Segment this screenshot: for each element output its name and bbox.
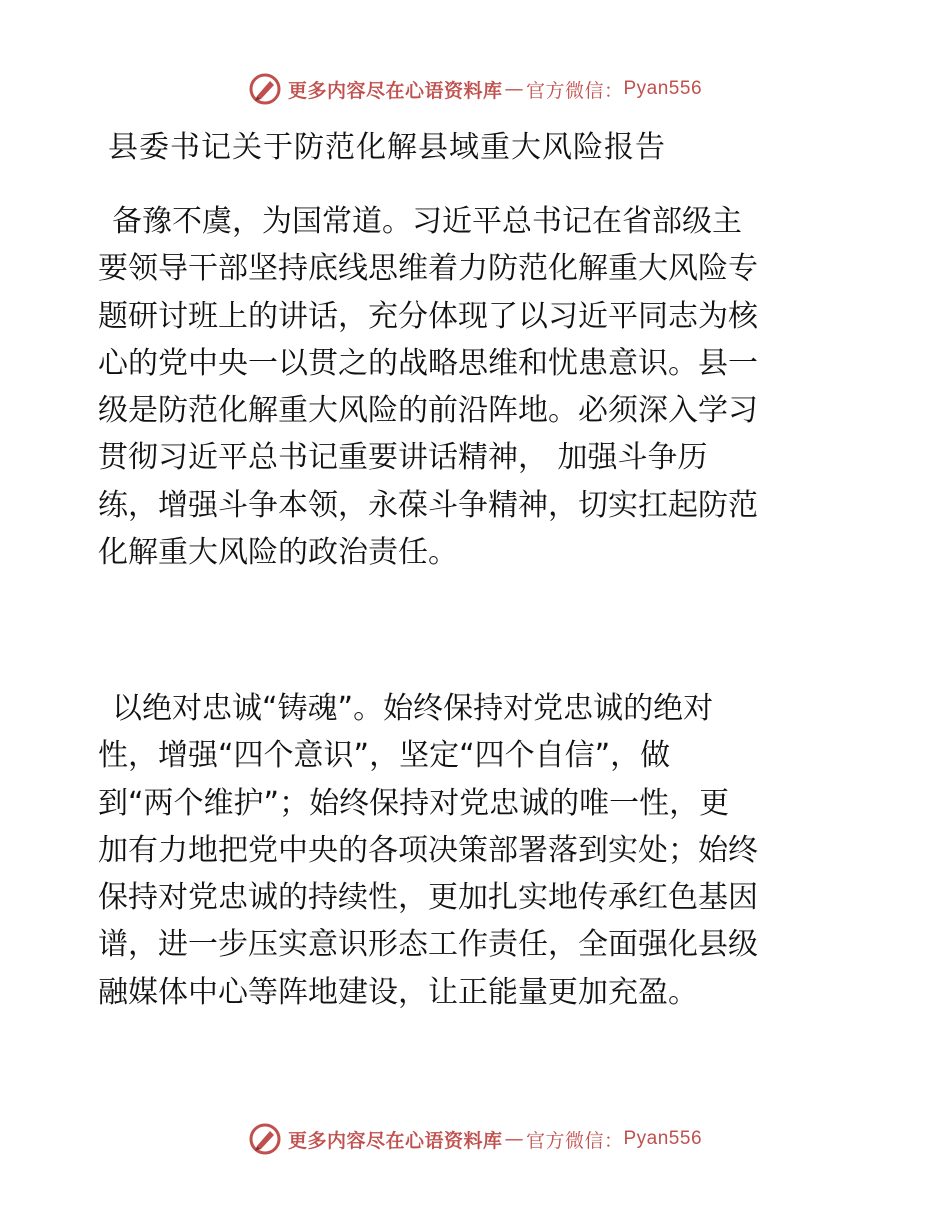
paragraph-line: 以绝对忠诚“铸魂”。始终保持对党忠诚的绝对 xyxy=(112,691,714,726)
watermark-dash: — xyxy=(504,78,524,100)
paragraph-line: 备豫不虞，为国常道。习近平总书记在省部级主 xyxy=(112,204,742,239)
watermark-promo-text: 更多内容尽在心语资料库 xyxy=(287,79,503,102)
watermark-footer xyxy=(0,1122,950,1156)
paragraph-line: 题研讨班上的讲话，充分体现了以习近平同志为核 xyxy=(98,298,758,334)
watermark-promo-text: 更多内容尽在心语资料库 xyxy=(287,1129,503,1152)
paragraph-line: 贯彻习近平总书记重要讲话精神， 加强斗争历 xyxy=(98,440,708,476)
paragraph-line: 心的党中央一以贯之的战略思维和忧患意识。县一 xyxy=(98,345,758,381)
watermark-wechat-id: Pyan556 xyxy=(623,1128,703,1149)
document-title: 县委书记关于防范化解县域重大风险报告 xyxy=(108,130,666,165)
pen-logo-icon xyxy=(248,1122,282,1156)
watermark-label: 官方微信： xyxy=(525,79,624,102)
watermark-label: 官方微信： xyxy=(525,1129,624,1152)
paragraph-line: 要领导干部坚持底线思维着力防范化解重大风险专 xyxy=(98,251,758,287)
watermark-dash: — xyxy=(504,1128,524,1150)
paragraph-line: 到“两个维护”；始终保持对党忠诚的唯一性，更 xyxy=(98,785,730,821)
paragraph-line: 谱，进一步压实意识形态工作责任，全面强化县级 xyxy=(98,927,758,963)
pen-logo-icon xyxy=(248,72,282,106)
paragraph-line: 加有力地把党中央的各项决策部署落到实处；始终 xyxy=(98,832,758,868)
paragraph-line: 融媒体中心等阵地建设，让正能量更加充盈。 xyxy=(98,974,698,1010)
paragraph-line: 级是防范化解重大风险的前沿阵地。必须深入学习 xyxy=(98,393,758,429)
paragraph-line: 性，增强“四个意识”，坚定“四个自信”，做 xyxy=(98,738,671,774)
paragraph-line: 保持对党忠诚的持续性，更加扎实地传承红色基因 xyxy=(98,880,758,916)
paragraph-1 xyxy=(98,198,854,576)
watermark-wechat-id: Pyan556 xyxy=(623,78,703,99)
paragraph-line: 练，增强斗争本领，永葆斗争精神，切实扛起防范 xyxy=(98,487,758,523)
watermark-header xyxy=(0,72,950,106)
paragraph-line: 化解重大风险的政治责任。 xyxy=(98,535,458,571)
paragraph-2 xyxy=(98,685,854,1016)
